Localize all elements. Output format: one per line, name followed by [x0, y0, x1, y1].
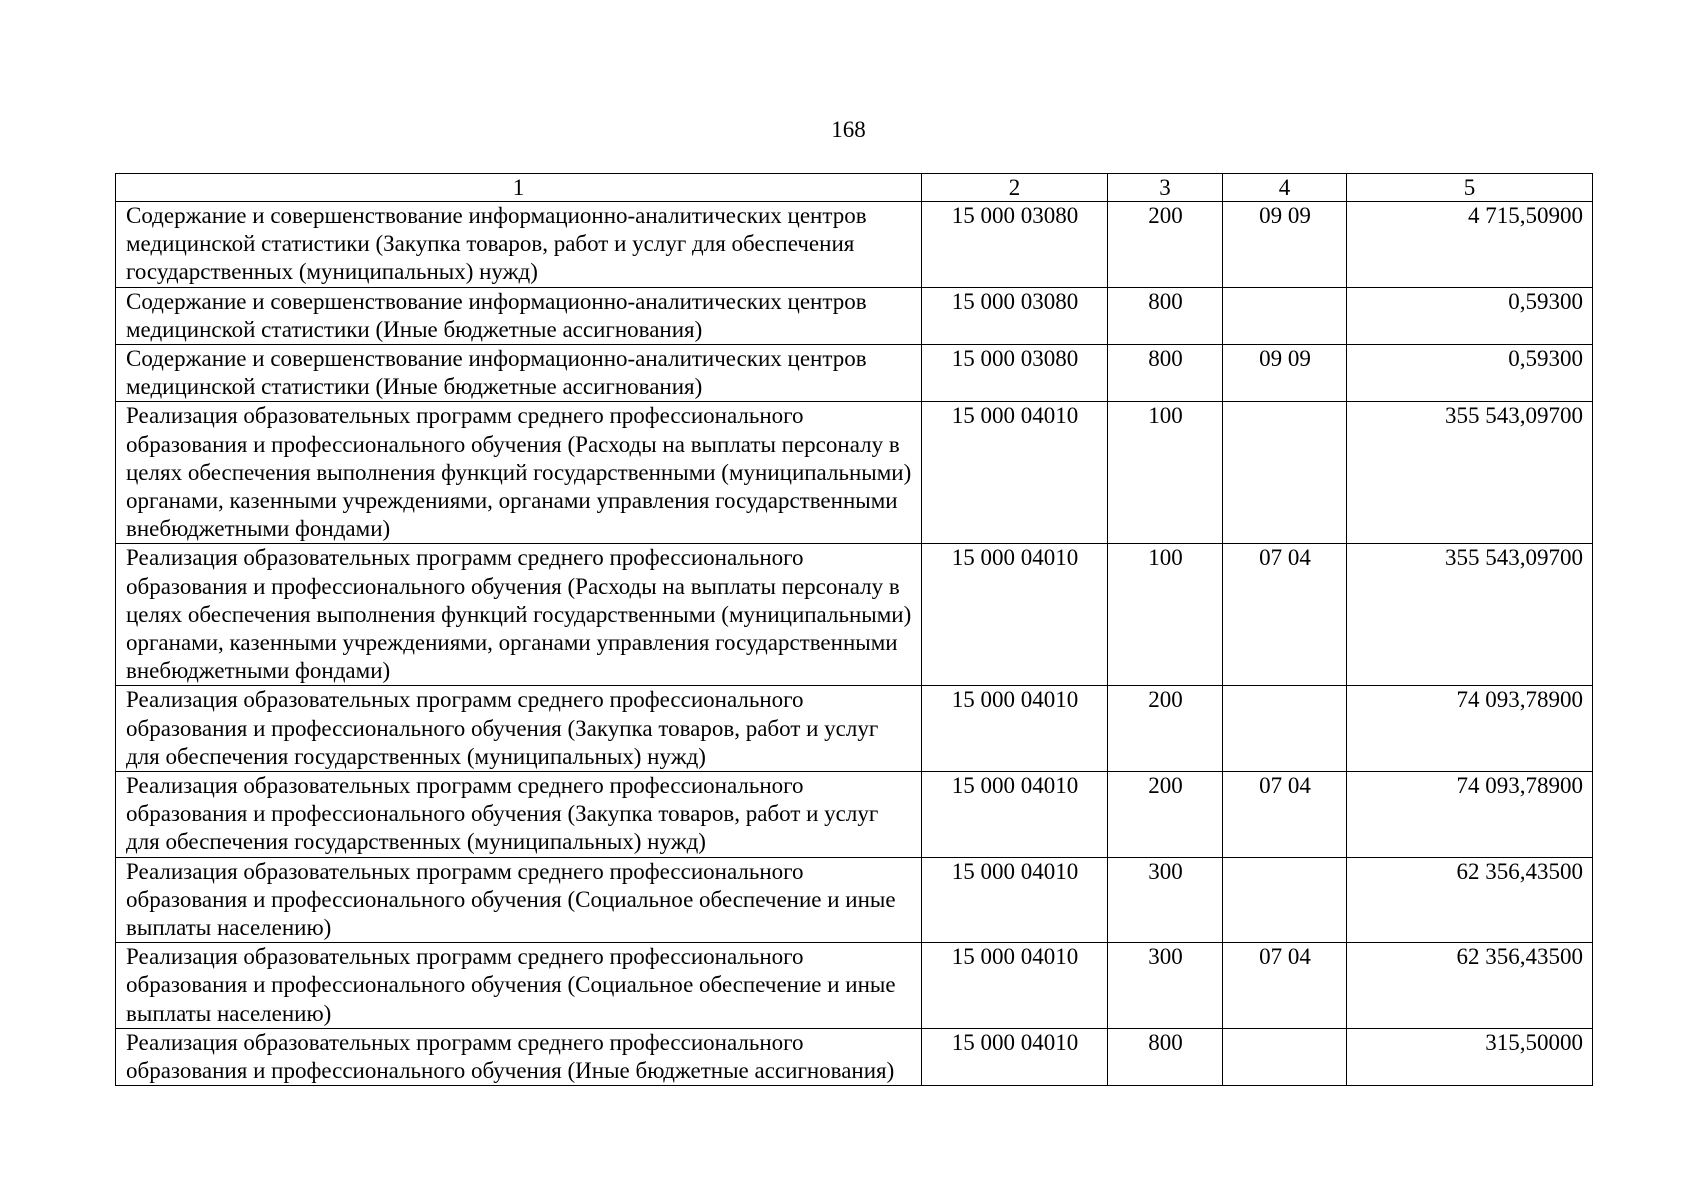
table-row — [116, 686, 1593, 772]
cell-kind: 800 — [1108, 345, 1223, 402]
cell-kind: 800 — [1108, 287, 1223, 344]
cell-name: Содержание и совершенствование информационно-аналитических центров медицинской статистики (Иные бюджетные ассигнования) — [116, 287, 922, 344]
cell-code: 15 000 04010 — [922, 544, 1108, 686]
cell-name: Содержание и совершенствование информационно-аналитических центров медицинской статистики (Закупка товаров, работ и услуг для обеспечения государственных (муниципальных) нужд) — [116, 202, 922, 288]
budget-table — [115, 173, 1593, 1086]
cell-amount: 62 356,43500 — [1347, 857, 1593, 943]
cell-amount: 355 543,09700 — [1347, 402, 1593, 544]
table-row — [116, 202, 1593, 288]
cell-name: Реализация образовательных программ среднего профессионального образования и профессионального обучения (Иные бюджетные ассигнования) — [116, 1028, 922, 1085]
cell-section: 07 04 — [1223, 943, 1347, 1029]
cell-code: 15 000 04010 — [922, 943, 1108, 1029]
table-body — [116, 202, 1593, 1086]
cell-kind: 100 — [1108, 544, 1223, 686]
header-col-1: 1 — [116, 174, 922, 202]
cell-code: 15 000 03080 — [922, 345, 1108, 402]
cell-amount: 4 715,50900 — [1347, 202, 1593, 288]
cell-code: 15 000 03080 — [922, 202, 1108, 288]
cell-section — [1223, 857, 1347, 943]
cell-kind: 200 — [1108, 202, 1223, 288]
cell-code: 15 000 04010 — [922, 402, 1108, 544]
cell-amount: 74 093,78900 — [1347, 686, 1593, 772]
header-col-4: 4 — [1223, 174, 1347, 202]
cell-amount: 62 356,43500 — [1347, 943, 1593, 1029]
cell-amount: 0,59300 — [1347, 345, 1593, 402]
cell-amount: 0,59300 — [1347, 287, 1593, 344]
table-row — [116, 544, 1593, 686]
cell-code: 15 000 04010 — [922, 1028, 1108, 1085]
cell-section — [1223, 402, 1347, 544]
table-row — [116, 402, 1593, 544]
header-col-3: 3 — [1108, 174, 1223, 202]
header-col-2: 2 — [922, 174, 1108, 202]
cell-section: 09 09 — [1223, 202, 1347, 288]
table-row — [116, 772, 1593, 858]
cell-amount: 315,50000 — [1347, 1028, 1593, 1085]
table-row — [116, 857, 1593, 943]
cell-kind: 100 — [1108, 402, 1223, 544]
cell-code: 15 000 04010 — [922, 772, 1108, 858]
cell-kind: 200 — [1108, 686, 1223, 772]
cell-section: 07 04 — [1223, 544, 1347, 686]
cell-section — [1223, 686, 1347, 772]
cell-kind: 300 — [1108, 857, 1223, 943]
cell-name: Реализация образовательных программ среднего профессионального образования и профессионального обучения (Закупка товаров, работ и услуг для обеспечения государственных (муниципальных) нужд) — [116, 686, 922, 772]
cell-amount: 355 543,09700 — [1347, 544, 1593, 686]
cell-section — [1223, 287, 1347, 344]
cell-kind: 300 — [1108, 943, 1223, 1029]
cell-name: Реализация образовательных программ среднего профессионального образования и профессионального обучения (Социальное обеспечение и иные выплаты населению) — [116, 943, 922, 1029]
table-row — [116, 345, 1593, 402]
cell-section: 09 09 — [1223, 345, 1347, 402]
cell-name: Реализация образовательных программ среднего профессионального образования и профессионального обучения (Социальное обеспечение и иные выплаты населению) — [116, 857, 922, 943]
cell-name: Содержание и совершенствование информационно-аналитических центров медицинской статистики (Иные бюджетные ассигнования) — [116, 345, 922, 402]
cell-code: 15 000 03080 — [922, 287, 1108, 344]
cell-amount: 74 093,78900 — [1347, 772, 1593, 858]
cell-name: Реализация образовательных программ среднего профессионального образования и профессионального обучения (Расходы на выплаты персоналу в целях обеспечения выполнения функций государственными (муниципальными) органами, казенными учреждениями, органами управления государственными внебюджетными фондами) — [116, 402, 922, 544]
cell-name: Реализация образовательных программ среднего профессионального образования и профессионального обучения (Закупка товаров, работ и услуг для обеспечения государственных (муниципальных) нужд) — [116, 772, 922, 858]
table-header — [116, 174, 1593, 202]
header-col-5: 5 — [1347, 174, 1593, 202]
table-row — [116, 1028, 1593, 1085]
cell-section — [1223, 1028, 1347, 1085]
table-row — [116, 943, 1593, 1029]
cell-code: 15 000 04010 — [922, 857, 1108, 943]
table-row — [116, 287, 1593, 344]
cell-kind: 800 — [1108, 1028, 1223, 1085]
cell-section: 07 04 — [1223, 772, 1347, 858]
page-number: 168 — [831, 117, 866, 142]
header-row — [116, 174, 1593, 202]
cell-name: Реализация образовательных программ среднего профессионального образования и профессионального обучения (Расходы на выплаты персоналу в целях обеспечения выполнения функций государственными (муниципальными) органами, казенными учреждениями, органами управления государственными внебюджетными фондами) — [116, 544, 922, 686]
cell-code: 15 000 04010 — [922, 686, 1108, 772]
cell-kind: 200 — [1108, 772, 1223, 858]
